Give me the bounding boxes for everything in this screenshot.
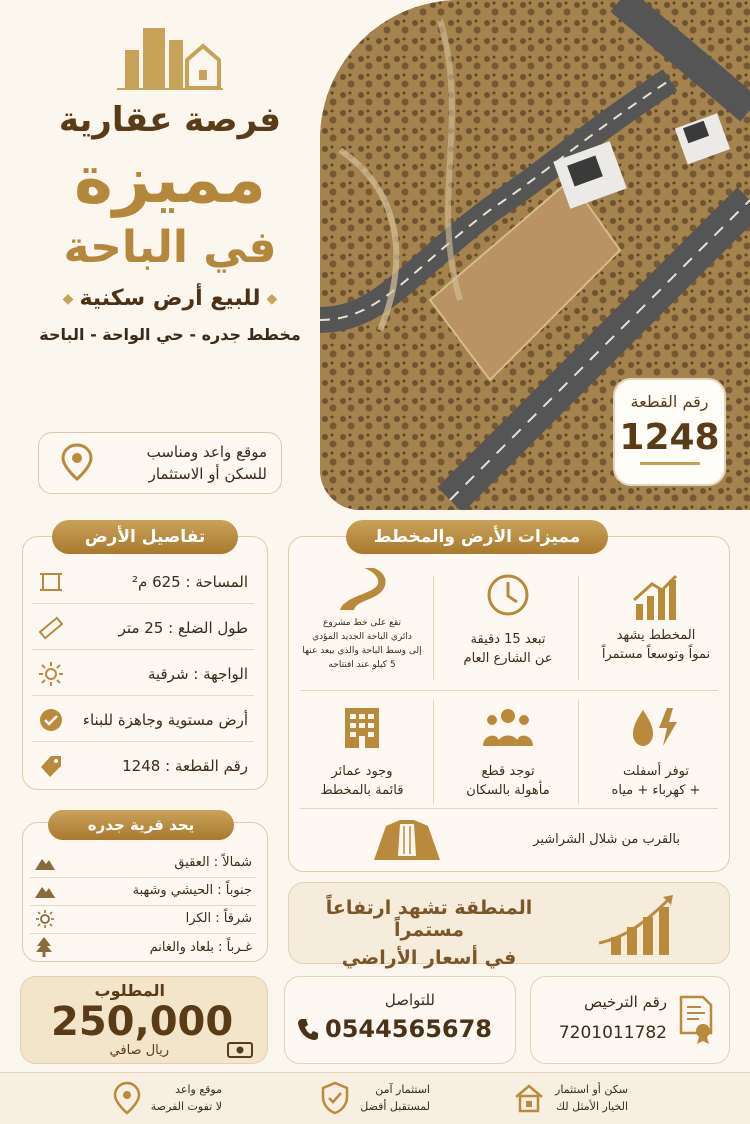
footer-item-text bbox=[555, 1081, 628, 1115]
cash-icon bbox=[227, 1041, 253, 1059]
banner-line1: المنطقة تشهد ارتفاعاً مستمراً bbox=[325, 897, 533, 941]
phone-icon bbox=[297, 1017, 319, 1041]
headline-line1: فرصة عقارية bbox=[58, 100, 282, 140]
license-card bbox=[530, 976, 730, 1064]
footer-item-l2: لمستقبل أفضل bbox=[360, 1100, 430, 1113]
border-row bbox=[30, 904, 256, 934]
plot-number-card bbox=[613, 378, 726, 486]
footer-item-text bbox=[151, 1081, 222, 1115]
price-label: المطلوب bbox=[94, 981, 165, 1000]
for-sale-label: ◆للبيع أرض سكنية◆ bbox=[62, 286, 278, 311]
footer-bar bbox=[0, 1072, 750, 1124]
check-icon bbox=[38, 707, 64, 733]
feature-utilities-l2: + كهرباء + مياه bbox=[611, 783, 701, 798]
land-detail-row bbox=[32, 606, 254, 650]
road-icon bbox=[334, 566, 390, 612]
border-row bbox=[30, 848, 256, 878]
plot-number-underline bbox=[640, 462, 700, 465]
land-detail-text: المساحة : 625 م² bbox=[132, 572, 248, 591]
sun-icon bbox=[34, 909, 56, 929]
tag-icon bbox=[38, 753, 64, 779]
feature-buildings-l1: وجود عمائر bbox=[331, 764, 393, 779]
price-growth-banner bbox=[288, 882, 730, 969]
tree-icon bbox=[34, 936, 54, 958]
land-detail-row bbox=[32, 652, 254, 696]
feature-road bbox=[292, 566, 432, 672]
license-number: 7201011782 bbox=[558, 1023, 667, 1043]
feature-inhabited bbox=[438, 706, 578, 800]
map-pin-icon bbox=[59, 443, 95, 483]
feature-waterfall-text: بالقرب من شلال الشراشير bbox=[533, 831, 680, 847]
headline-line3: في الباحة bbox=[63, 222, 277, 273]
apartment-building-icon bbox=[339, 706, 385, 748]
sun-icon bbox=[38, 661, 64, 687]
license-label: رقم الترخيص bbox=[584, 993, 667, 1011]
feature-divider bbox=[300, 808, 718, 809]
certificate-icon bbox=[677, 995, 717, 1045]
site-card-line1: موقع واعد ومناسب bbox=[146, 443, 267, 461]
land-detail-row bbox=[32, 744, 254, 788]
banner-text bbox=[289, 897, 569, 969]
price-card bbox=[20, 976, 268, 1064]
feature-growth-l2: نمواً وتوسعاً مستمراً bbox=[601, 647, 711, 662]
border-row bbox=[30, 876, 256, 906]
contact-label: للتواصل bbox=[384, 991, 435, 1009]
land-detail-text: أرض مستوية وجاهزة للبناء bbox=[82, 710, 248, 729]
shield-check-icon bbox=[320, 1081, 350, 1115]
border-text: جنوباً : الحيشي وشهبة bbox=[132, 883, 252, 898]
border-text: شمالاً : العقيق bbox=[174, 855, 252, 870]
footer-item bbox=[320, 1081, 430, 1115]
border-text: غـرباً : بلعاد والغانم bbox=[149, 939, 252, 955]
footer-item-l2: لا تفوت الفرصة bbox=[150, 1100, 222, 1113]
ruler-icon bbox=[38, 615, 64, 641]
buildings-logo-icon bbox=[115, 20, 225, 90]
land-detail-row bbox=[32, 698, 254, 742]
area-icon bbox=[38, 569, 64, 595]
feature-utilities-l1: توفر أسفلت bbox=[622, 764, 689, 779]
site-card-line2: للسكن أو الاستثمار bbox=[148, 465, 267, 483]
feature-growth bbox=[586, 572, 726, 664]
feature-divider bbox=[433, 576, 434, 680]
land-detail-text: الواجهة : شرقية bbox=[147, 664, 248, 683]
feature-road-l3: إلى وسط الباحة والذي يبعد عنها bbox=[302, 646, 422, 656]
feature-distance-l2: عن الشارع العام bbox=[463, 651, 553, 666]
feature-road-l4: 5 كيلو عند افتتاحه bbox=[328, 660, 396, 670]
site-card-text bbox=[147, 441, 267, 485]
land-detail-text: رقم القطعة : 1248 bbox=[122, 757, 248, 775]
for-sale-text: للبيع أرض سكنية bbox=[79, 286, 261, 311]
features-title: مميزات الأرض والمخطط bbox=[346, 520, 608, 554]
banner-line2: في أسعار الأراضي bbox=[341, 947, 517, 969]
rising-bars-icon bbox=[597, 893, 677, 957]
feature-divider bbox=[300, 690, 718, 691]
footer-item-l1: موقع واعد bbox=[175, 1083, 222, 1096]
feature-distance-l1: تبعد 15 دقيقة bbox=[470, 632, 546, 647]
feature-buildings-l2: قائمة بالمخطط bbox=[320, 783, 404, 798]
feature-inhabited-l1: توجد قطع bbox=[481, 764, 535, 779]
footer-item-l1: سكن أو استثمار bbox=[555, 1083, 628, 1096]
waterfall-icon bbox=[372, 816, 442, 862]
feature-road-l2: دائري الباحة الجديد المؤدي bbox=[312, 632, 412, 642]
price-note: ريال صافي bbox=[109, 1043, 169, 1058]
feature-utilities bbox=[586, 706, 726, 800]
footer-item bbox=[113, 1081, 222, 1115]
site-card bbox=[38, 432, 282, 494]
land-detail-row bbox=[32, 560, 254, 604]
feature-road-l1: تقع على خط مشروع bbox=[323, 618, 401, 628]
border-row bbox=[30, 932, 256, 962]
contact-phone-row[interactable] bbox=[297, 1015, 492, 1043]
footer-item-text bbox=[360, 1081, 430, 1115]
footer-item-l1: استثمار آمن bbox=[375, 1083, 430, 1096]
feature-divider bbox=[578, 576, 579, 680]
water-electricity-icon bbox=[629, 706, 683, 748]
feature-divider bbox=[578, 700, 579, 804]
plot-number-label: رقم القطعة bbox=[630, 392, 709, 411]
contact-card bbox=[284, 976, 516, 1064]
location-pin-icon bbox=[113, 1081, 141, 1115]
headline-line2: مميزة bbox=[73, 141, 267, 218]
feature-inhabited-l2: مأهولة بالسكان bbox=[466, 783, 550, 798]
footer-item-l2: الخيار الأمثل لك bbox=[556, 1100, 628, 1113]
plot-number-value: 1248 bbox=[619, 417, 720, 458]
feature-growth-l1: المخطط يشهد bbox=[616, 628, 696, 643]
people-icon bbox=[481, 706, 535, 748]
feature-buildings bbox=[292, 706, 432, 800]
border-text: شرقاً : الكرا bbox=[185, 911, 252, 926]
feature-divider bbox=[433, 700, 434, 804]
mountain-icon bbox=[34, 883, 56, 899]
borders-title: يحد قرية جدره bbox=[48, 810, 234, 840]
location-line: مخطط جدره - حي الواحة - الباحة bbox=[39, 325, 301, 344]
clock-icon bbox=[485, 572, 531, 618]
headline-block bbox=[20, 10, 320, 344]
growth-chart-icon bbox=[632, 572, 680, 622]
house-icon bbox=[513, 1082, 545, 1114]
land-details-title: تفاصيل الأرض bbox=[52, 520, 238, 554]
mountain-icon bbox=[34, 855, 56, 871]
land-detail-text: طول الضلع : 25 متر bbox=[118, 618, 248, 637]
feature-distance bbox=[438, 572, 578, 668]
contact-phone-number[interactable]: 0544565678 bbox=[325, 1015, 492, 1043]
footer-item bbox=[513, 1081, 628, 1115]
price-value: 250,000 bbox=[51, 999, 234, 1045]
feature-waterfall bbox=[372, 814, 680, 864]
